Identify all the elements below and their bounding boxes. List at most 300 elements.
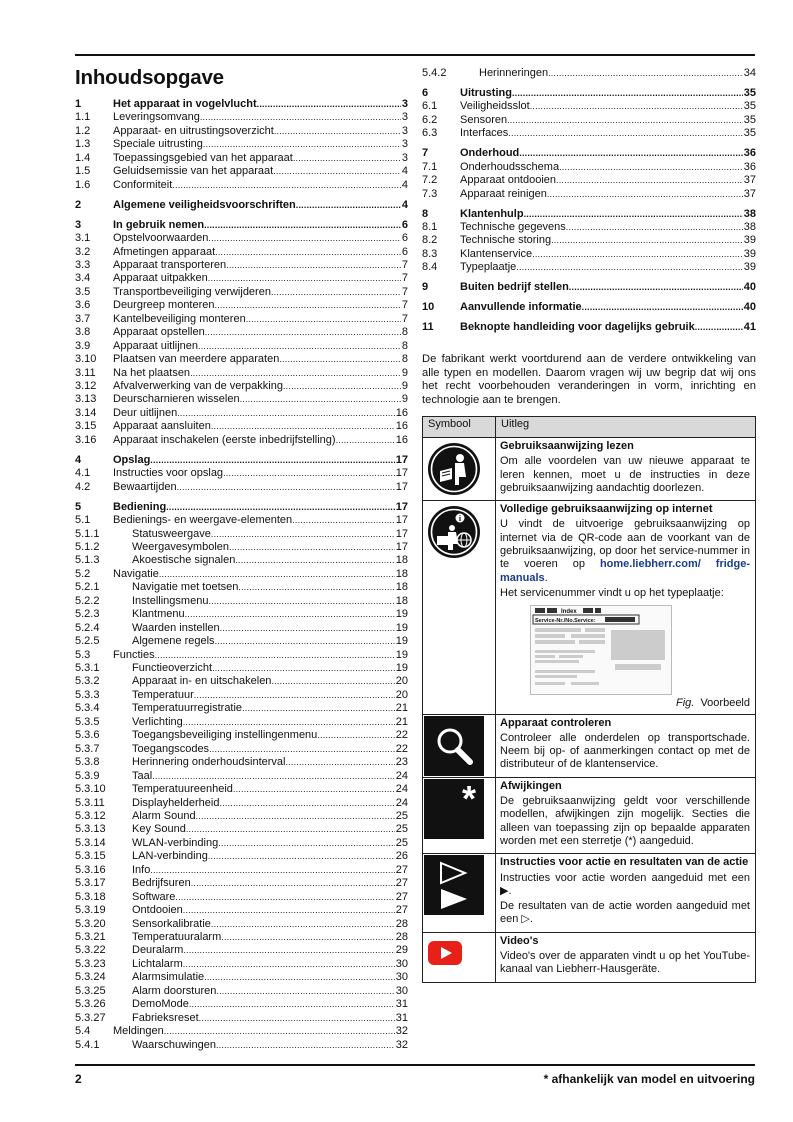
toc-entry-page: 6 — [401, 232, 408, 245]
toc-entry[interactable] — [75, 353, 408, 366]
toc-entry[interactable] — [75, 581, 408, 594]
toc-entry-page: 7 — [401, 285, 408, 298]
toc-entry[interactable] — [75, 649, 408, 662]
toc-entry-label: Verlichting — [132, 715, 183, 728]
toc-entry-page: 30 — [395, 971, 408, 984]
toc-entry-number: 5.3.14 — [75, 836, 106, 849]
toc-entry-number: 6.1 — [422, 100, 438, 113]
col-header-symbol: Symbool — [423, 417, 496, 438]
toc-leader-dots — [166, 501, 395, 514]
toc-entry-page: 4 — [401, 165, 408, 178]
magnifier-icon — [424, 716, 484, 776]
toc-entry-number: 8.4 — [422, 261, 438, 274]
toc-entry-label: Navigatie — [113, 567, 159, 580]
toc-leader-dots — [582, 301, 743, 314]
toc-leader-dots — [211, 420, 395, 433]
toc-entry[interactable] — [75, 729, 408, 742]
toc-entry-label: Temperatuurregistratie — [132, 702, 243, 715]
toc-entry-page: 38 — [743, 221, 756, 233]
toc-entry-page: 24 — [395, 769, 408, 782]
toc-entry-number: 5.4.1 — [75, 1038, 100, 1051]
toc-entry[interactable] — [75, 770, 408, 783]
toc-entry[interactable] — [75, 313, 408, 326]
toc-entry-page: 21 — [395, 702, 408, 715]
toc-entry-number: 7.2 — [422, 174, 438, 187]
toc-entry[interactable] — [422, 208, 756, 221]
toc-entry-page: 17 — [395, 480, 408, 493]
toc-leader-dots — [191, 877, 395, 890]
plate-service-label: Service-Nr./No.Service: — [535, 618, 596, 625]
toc-entry-number: 9 — [422, 281, 429, 294]
toc-leader-dots — [152, 770, 395, 783]
toc-entry-label: Akoestische signalen — [132, 554, 236, 567]
toc-entry-label: Meldingen — [113, 1025, 164, 1038]
toc-entry[interactable] — [75, 326, 408, 339]
toc-entry-page: 6 — [401, 218, 408, 231]
toc-entry-number: 5.3.12 — [75, 809, 106, 822]
toc-entry[interactable] — [422, 321, 756, 334]
toc-entry[interactable] — [75, 272, 408, 285]
toc-entry-label: Beknopte handleiding voor dagelijks gebruik — [460, 321, 695, 334]
toc-entry[interactable] — [75, 554, 408, 567]
toc-entry-page: 37 — [743, 187, 756, 200]
toc-entry[interactable] — [75, 541, 408, 554]
toc-entry-page: 3 — [401, 98, 408, 110]
toc-entry-page: 7 — [401, 299, 408, 312]
toc-entry-number: 5.4 — [75, 1025, 91, 1038]
toc-entry[interactable] — [75, 232, 408, 245]
youtube-icon — [424, 934, 484, 974]
toc-entry-label: Bedienings- en weergave-elementen — [113, 514, 293, 527]
toc-entry-number: 8.1 — [422, 221, 438, 233]
toc-leader-dots — [215, 299, 401, 312]
toc-entry-page: 35 — [743, 100, 756, 113]
toc-entry-number: 5.1.1 — [75, 527, 100, 540]
row-heading: Gebruiksaanwijzing lezen — [500, 440, 634, 452]
toc-entry-page: 7 — [401, 272, 408, 285]
type-plate-figure — [530, 605, 672, 695]
toc-entry[interactable] — [75, 850, 408, 863]
toc-entry[interactable] — [75, 246, 408, 259]
toc-entry-number: 6.2 — [422, 113, 438, 126]
toc-entry-number: 5.1 — [75, 514, 91, 527]
toc-entry-number: 5.3.3 — [75, 688, 100, 701]
toc-leader-dots — [204, 971, 395, 984]
toc-entry-number: 1.1 — [75, 111, 91, 124]
toc-leader-dots — [208, 272, 401, 285]
toc-leader-dots — [212, 662, 395, 675]
toc-entry[interactable] — [75, 111, 408, 124]
toc-entry-label: Apparaat in- en uitschakelen — [132, 675, 272, 688]
toc-entry[interactable] — [75, 259, 408, 272]
toc-entry-label: Afvalverwerking van de verpakking — [113, 380, 283, 392]
toc-entry-number: 5.3.20 — [75, 917, 106, 930]
toc-entry-page: 17 — [395, 527, 408, 540]
toc-entry[interactable] — [75, 918, 408, 931]
toc-leader-dots — [512, 87, 743, 100]
toc-entry[interactable] — [422, 100, 756, 113]
row-text-2: De resultaten van de actie worden aangeduid met een ▷. — [500, 900, 750, 926]
toc-entry-page: 8 — [401, 326, 408, 339]
toc-leader-dots — [551, 234, 743, 247]
toc-entry-label: Info — [132, 863, 151, 876]
action-result-icon — [424, 855, 484, 915]
toc-entry[interactable] — [75, 756, 408, 769]
toc-entry-number: 5.2.3 — [75, 608, 100, 621]
toc-entry[interactable] — [75, 481, 408, 494]
toc-entry-number: 5.3.27 — [75, 1011, 106, 1024]
toc-leader-dots — [246, 313, 401, 326]
toc-leader-dots — [507, 114, 743, 127]
toc-entry-number: 5.2.1 — [75, 581, 100, 594]
toc-entry-label: Het apparaat in vogelvlucht — [113, 98, 257, 110]
toc-entry-label: Klantenhulp — [460, 207, 524, 220]
manual-link[interactable]: home.liebherr.com/ fridge-manuals — [500, 558, 751, 584]
toc-entry-label: Interfaces — [460, 127, 509, 140]
toc-leader-dots — [279, 353, 401, 366]
toc-entry-page: 17 — [395, 467, 408, 480]
toc-entry[interactable] — [75, 608, 408, 621]
toc-entry-number: 7 — [422, 147, 429, 160]
toc-entry-number: 6 — [422, 86, 429, 99]
toc-leader-dots — [508, 127, 742, 140]
toc-leader-dots — [317, 729, 394, 742]
toc-entry[interactable] — [75, 823, 408, 836]
toc-entry-number: 3.16 — [75, 433, 97, 446]
toc-leader-dots — [219, 797, 394, 810]
toc-entry[interactable] — [422, 261, 756, 274]
toc-entry[interactable] — [75, 467, 408, 480]
toc-entry[interactable] — [75, 380, 408, 393]
toc-entry-number: 5.3.7 — [75, 742, 100, 755]
toc-entry[interactable] — [422, 87, 756, 100]
toc-entry-label: Functies — [113, 648, 155, 661]
toc-leader-dots — [559, 161, 743, 174]
toc-entry-number: 7.1 — [422, 160, 438, 173]
toc-entry-number: 7.3 — [422, 187, 438, 200]
toc-entry[interactable] — [75, 675, 408, 688]
toc-entry-page: 23 — [395, 756, 408, 769]
toc-entry[interactable] — [75, 958, 408, 971]
toc-entry-label: Alarm doorsturen — [132, 984, 217, 997]
toc-leader-dots — [183, 944, 394, 957]
toc-entry-label: Statusweergave — [132, 527, 211, 540]
toc-entry-number: 2 — [75, 198, 82, 211]
top-rule — [75, 54, 755, 56]
toc-entry[interactable] — [75, 864, 408, 877]
toc-entry-page: 22 — [395, 742, 408, 755]
toc-entry-label: Onderhoud — [460, 147, 520, 160]
toc-entry-page: 40 — [743, 281, 756, 294]
toc-leader-dots — [183, 958, 395, 971]
toc-leader-dots — [548, 67, 743, 80]
toc-entry[interactable] — [75, 434, 408, 447]
toc-entry[interactable] — [422, 67, 756, 80]
toc-entry[interactable] — [75, 125, 408, 138]
toc-leader-dots — [203, 138, 401, 151]
toc-entry-page: 27 — [395, 863, 408, 876]
toc-entry-number: 3.14 — [75, 406, 97, 419]
toc-entry[interactable] — [75, 165, 408, 178]
toc-entry-label: Navigatie met toetsen — [132, 581, 239, 594]
toc-entry[interactable] — [75, 98, 408, 111]
toc-entry[interactable] — [75, 810, 408, 823]
toc-entry[interactable] — [75, 420, 408, 433]
toc-entry[interactable] — [75, 797, 408, 810]
toc-entry-number: 5.1.2 — [75, 540, 100, 553]
toc-entry-label: Apparaat uitpakken — [113, 272, 208, 285]
toc-entry[interactable] — [75, 1039, 408, 1052]
toc-entry-page: 28 — [395, 931, 408, 943]
toc-entry[interactable] — [75, 743, 408, 756]
row-text-end: . — [544, 571, 548, 584]
toc-entry[interactable] — [75, 179, 408, 192]
toc-leader-dots — [216, 985, 394, 998]
toc-entry[interactable] — [75, 407, 408, 420]
toc-entry-page: 36 — [743, 147, 756, 160]
toc-leader-dots — [211, 528, 395, 541]
toc-entry-label: Onderhoudsschema — [460, 160, 560, 173]
toc-entry[interactable] — [75, 971, 408, 984]
toc-entry-page: 17 — [395, 540, 408, 553]
toc-leader-dots — [215, 246, 401, 259]
toc-leader-dots — [150, 864, 394, 877]
toc-entry-number: 10 — [422, 301, 435, 314]
toc-entry-number: 5.3.6 — [75, 729, 100, 742]
toc-entry-page: 16 — [395, 420, 408, 433]
toc-entry-label: Sensoren — [460, 113, 508, 126]
toc-entry[interactable] — [75, 514, 408, 527]
toc-leader-dots — [273, 165, 401, 178]
toc-leader-dots — [238, 581, 394, 594]
toc-entry[interactable] — [75, 877, 408, 890]
toc-entry-label: Opslag — [113, 453, 151, 466]
toc-entry[interactable] — [75, 904, 408, 917]
toc-leader-dots — [200, 111, 401, 124]
toc-leader-dots — [155, 649, 395, 662]
toc-entry[interactable] — [75, 138, 408, 151]
toc-entry-number: 5.3.19 — [75, 904, 106, 917]
toc-entry-label: Conformiteit — [113, 178, 173, 191]
toc-entry-label: Speciale uitrusting — [113, 138, 203, 151]
toc-entry-number: 3.13 — [75, 393, 97, 406]
plate-index-label: Index — [561, 609, 577, 616]
toc-entry[interactable] — [75, 716, 408, 729]
toc-leader-dots — [208, 850, 395, 863]
toc-leader-dots — [177, 481, 395, 494]
toc-entry-label: Bedrijfsuren — [132, 877, 191, 890]
toc-entry-number: 1 — [75, 98, 82, 110]
toc-entry-number: 5.1.3 — [75, 554, 100, 567]
toc-leader-dots — [226, 259, 401, 272]
toc-entry-page: 36 — [743, 160, 756, 173]
toc-entry-label: Displayhelderheid — [132, 796, 220, 809]
toc-leader-dots — [177, 407, 395, 420]
toc-leader-dots — [524, 208, 743, 221]
toc-entry-number: 4 — [75, 453, 82, 466]
toc-entry-label: Deurscharnieren wisselen — [113, 393, 240, 406]
toc-entry-label: Apparaat ontdooien — [460, 174, 557, 187]
toc-entry-page: 19 — [395, 648, 408, 661]
toc-entry[interactable] — [75, 501, 408, 514]
symbol-row — [423, 438, 756, 501]
toc-entry-number: 5.3.26 — [75, 998, 106, 1011]
toc-entry[interactable] — [75, 891, 408, 904]
toc-entry-label: Afmetingen apparaat — [113, 245, 216, 258]
toc-entry[interactable] — [75, 367, 408, 380]
toc-leader-dots — [194, 689, 395, 702]
toc-entry[interactable] — [75, 783, 408, 796]
toc-entry-page: 24 — [395, 796, 408, 809]
toc-entry-label: Klantenservice — [460, 247, 533, 260]
toc-entry-label: Waarden instellen — [132, 621, 220, 634]
toc-leader-dots — [204, 219, 401, 232]
toc-entry-number: 8.3 — [422, 247, 438, 260]
toc-entry-page: 27 — [395, 877, 408, 890]
toc-entry-label: Herinneringen — [479, 67, 549, 79]
toc-entry-page: 17 — [395, 500, 408, 513]
toc-entry[interactable] — [75, 689, 408, 702]
toc-entry[interactable] — [75, 1012, 408, 1025]
toc-entry-label: Apparaat- en uitrustingsoverzicht — [113, 124, 274, 137]
toc-entry[interactable] — [75, 702, 408, 715]
toc-entry-label: Algemene regels — [132, 635, 215, 648]
symbol-row — [423, 932, 756, 982]
toc-entry-page: 29 — [395, 944, 408, 957]
toc-entry-page: 25 — [395, 809, 408, 822]
toc-entry-page: 20 — [395, 675, 408, 688]
toc-entry[interactable] — [75, 340, 408, 353]
toc-leader-dots — [274, 125, 401, 138]
toc-entry-page: 19 — [395, 608, 408, 621]
row-text: U vindt de uitvoerige gebruiksaanwijzing op internet via de QR-code aan de voorkant van de gebruiksaanwijzing, op door het service-nummer in te voeren op — [500, 518, 750, 571]
toc-entry[interactable] — [75, 393, 408, 406]
toc-entry-page: 8 — [401, 339, 408, 352]
toc-entry[interactable] — [75, 622, 408, 635]
toc-entry[interactable] — [422, 221, 756, 234]
toc-entry[interactable] — [75, 286, 408, 299]
toc-entry-number: 5.3.4 — [75, 702, 100, 715]
toc-entry-label: Toepassingsgebied van het apparaat — [113, 151, 293, 164]
toc-entry[interactable] — [75, 219, 408, 232]
toc-entry-page: 38 — [743, 207, 756, 220]
toc-entry-number: 1.2 — [75, 124, 91, 137]
toc-entry[interactable] — [75, 662, 408, 675]
toc-entry-number: 3.4 — [75, 272, 91, 285]
toc-entry[interactable] — [75, 568, 408, 581]
toc-entry[interactable] — [75, 528, 408, 541]
toc-entry-label: Key Sound — [132, 823, 186, 836]
toc-entry[interactable] — [75, 595, 408, 608]
toc-leader-dots — [185, 608, 395, 621]
toc-entry-page: 22 — [395, 729, 408, 742]
toc-entry[interactable] — [75, 931, 408, 944]
toc-entry[interactable] — [75, 837, 408, 850]
toc-entry-number: 5.3.23 — [75, 957, 106, 970]
toc-entry[interactable] — [75, 152, 408, 165]
toc-entry[interactable] — [75, 635, 408, 648]
svg-text:*: * — [461, 778, 477, 813]
row-heading: Apparaat controleren — [500, 716, 612, 729]
toc-entry-label: Fabrieksreset — [132, 1011, 199, 1024]
toc-entry[interactable] — [422, 281, 756, 294]
toc-entry-number: 3.15 — [75, 420, 97, 433]
toc-entry-page: 30 — [395, 957, 408, 970]
toc-entry-label: Herinnering onderhoudsinterval — [132, 756, 286, 769]
toc-entry[interactable] — [422, 188, 756, 201]
toc-entry-page: 19 — [395, 635, 408, 648]
toc-entry-page: 16 — [395, 406, 408, 419]
toc-entry[interactable] — [422, 234, 756, 247]
toc-leader-dots — [220, 622, 395, 635]
toc-entry-page: 39 — [743, 234, 756, 247]
toc-entry[interactable] — [75, 944, 408, 957]
toc-entry-number: 5.4.2 — [422, 67, 447, 79]
toc-entry-label: Functieoverzicht — [132, 662, 213, 674]
toc-leader-dots — [221, 931, 394, 944]
toc-entry-page: 9 — [401, 393, 408, 406]
toc-entry[interactable] — [422, 147, 756, 160]
toc-leader-dots — [175, 891, 394, 904]
row-heading: Afwijkingen — [500, 779, 562, 792]
toc-entry-page: 19 — [395, 621, 408, 634]
row-text-2: Het servicenummer vindt u op het typeplaatje: — [500, 586, 724, 599]
toc-entry-page: 18 — [395, 594, 408, 607]
toc-entry[interactable] — [422, 127, 756, 140]
toc-leader-dots — [164, 1025, 395, 1038]
toc-entry[interactable] — [75, 1025, 408, 1038]
toc-entry[interactable] — [75, 985, 408, 998]
toc-entry[interactable] — [422, 174, 756, 187]
toc-leader-dots — [519, 147, 742, 160]
toc-entry-page: 17 — [395, 514, 408, 527]
toc-entry-label: Bewaartijden — [113, 480, 177, 493]
toc-leader-dots — [208, 595, 394, 608]
symbol-row — [423, 854, 756, 932]
toc-entry-number: 5.3.10 — [75, 783, 106, 796]
toc-entry-page: 3 — [401, 124, 408, 137]
toc-entry[interactable] — [422, 161, 756, 174]
toc-entry-label: Deurgreep monteren — [113, 299, 215, 312]
toc-entry-page: 9 — [401, 380, 408, 392]
toc-entry[interactable] — [422, 301, 756, 314]
toc-entry[interactable] — [75, 199, 408, 212]
toc-entry-label: Alarmsimulatie — [132, 971, 205, 984]
toc-entry[interactable] — [75, 998, 408, 1011]
toc-entry-number: 3.7 — [75, 312, 91, 325]
toc-entry-number: 6.3 — [422, 127, 438, 140]
page-number: 2 — [75, 1072, 82, 1086]
toc-leader-dots — [233, 783, 395, 796]
toc-entry-page: 21 — [395, 715, 408, 728]
toc-entry[interactable] — [422, 248, 756, 261]
toc-leader-dots — [283, 380, 401, 393]
toc-leader-dots — [159, 568, 395, 581]
toc-entry-page: 35 — [743, 113, 756, 126]
online-manual-icon — [424, 502, 484, 562]
toc-entry-label: Kantelbeveiliging monteren — [113, 312, 246, 325]
toc-entry[interactable] — [422, 114, 756, 127]
toc-entry[interactable] — [75, 454, 408, 467]
toc-entry-number: 3.10 — [75, 353, 97, 366]
toc-entry[interactable] — [75, 299, 408, 312]
toc-entry-label: DemoMode — [132, 998, 189, 1011]
toc-entry-number: 5.2 — [75, 567, 91, 580]
toc-entry-page: 20 — [395, 688, 408, 701]
toc-leader-dots — [216, 1039, 395, 1052]
toc-entry-label: Algemene veiligheidsvoorschriften — [113, 198, 296, 211]
toc-entry-number: 1.5 — [75, 165, 91, 178]
